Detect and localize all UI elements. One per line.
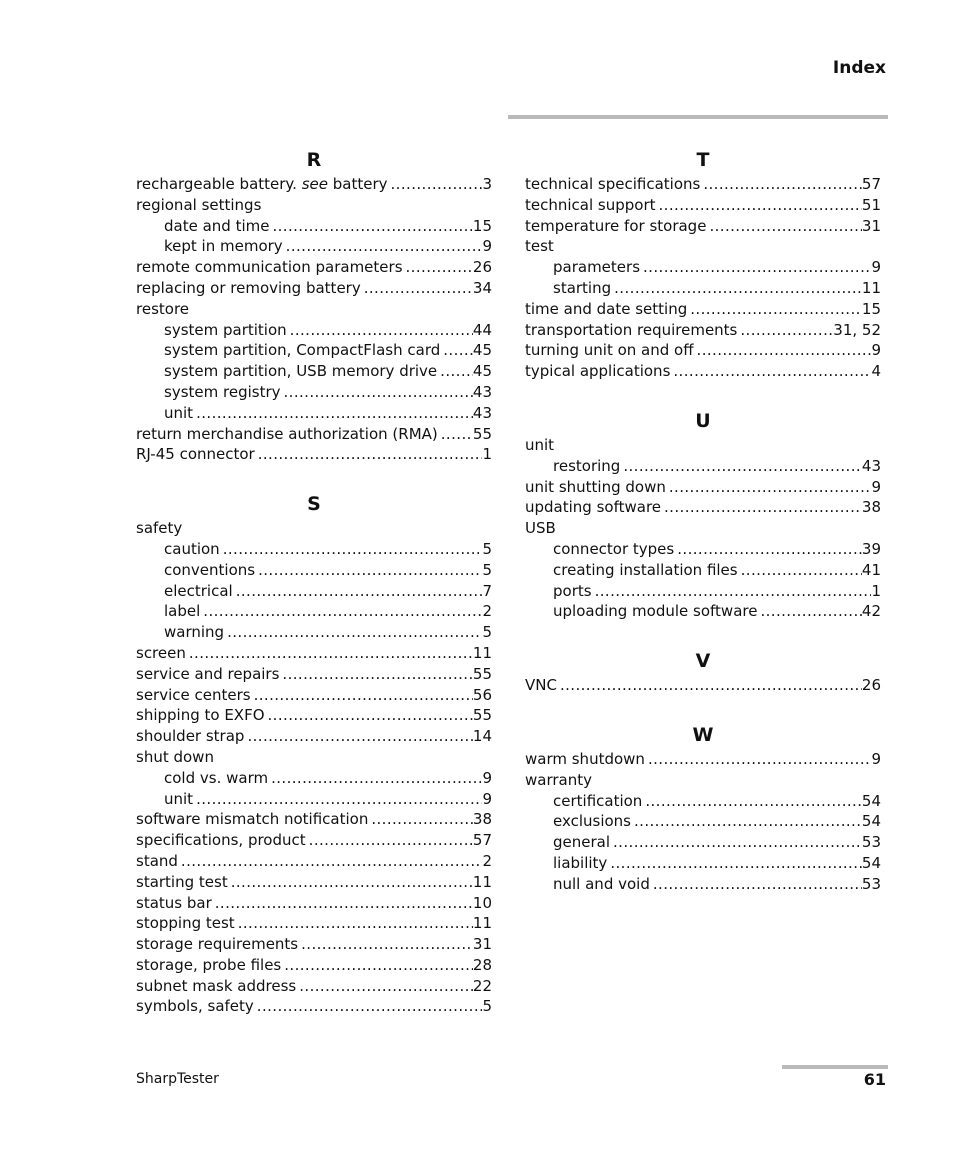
entry-page-number: 14 (472, 727, 492, 746)
index-entry (136, 830, 492, 851)
entry-term: conventions (164, 560, 256, 579)
index-subentry (525, 456, 881, 477)
index-subentry (525, 832, 881, 853)
entry-term: system partition, CompactFlash card (164, 341, 441, 360)
dot-leader (268, 768, 482, 789)
dot-leader (557, 675, 862, 696)
entry-page-number: 57 (861, 175, 881, 193)
entry-term: starting (553, 278, 612, 297)
entry-page-number: 9 (871, 341, 881, 360)
entry-term: status bar (136, 893, 212, 912)
entry-term: screen (136, 643, 186, 662)
entry-page-number: 5 (482, 997, 492, 1016)
dot-leader (255, 444, 483, 465)
index-entry (525, 340, 881, 361)
dot-leader (212, 893, 473, 914)
entry-term (136, 174, 388, 195)
entry-term: storage requirements (136, 935, 299, 954)
dot-leader (607, 853, 862, 874)
entry-page-number: 1 (871, 581, 881, 600)
dot-leader (193, 789, 482, 810)
entry-page-number: 38 (472, 810, 492, 829)
index-entry (525, 497, 881, 518)
entry-page-number: 26 (861, 676, 881, 695)
index-subentry (525, 581, 881, 602)
entry-page-number: 9 (482, 237, 492, 256)
entry-page-number: 55 (472, 706, 492, 725)
index-entry (525, 174, 881, 195)
entry-term: specifications, product (136, 831, 306, 850)
index-subentry (525, 601, 881, 622)
entry-term: electrical (164, 581, 233, 600)
footer-document-name: SharpTester (136, 1071, 219, 1087)
entry-term: time and date setting (525, 299, 688, 318)
index-subentry (525, 874, 881, 895)
entry-page-number: 54 (861, 791, 881, 810)
entry-page-number: 55 (472, 424, 492, 443)
dot-leader (255, 560, 482, 581)
index-section-t (525, 146, 881, 382)
entry-page-number: 4 (871, 362, 881, 381)
dot-leader (738, 560, 862, 581)
entry-page-number: 31, 52 (833, 320, 881, 339)
entry-term: cold vs. warm (164, 768, 269, 787)
dot-leader (687, 299, 862, 320)
entry-page-number: 51 (861, 195, 881, 214)
dot-leader (281, 955, 473, 976)
dot-leader (193, 403, 473, 424)
dot-leader (670, 361, 871, 382)
entry-term: warranty (525, 770, 592, 789)
dot-leader (592, 581, 872, 602)
entry-term: exclusions (553, 812, 631, 831)
index-section-r (136, 146, 492, 465)
entry-term: system partition, USB memory drive (164, 362, 438, 381)
dot-leader (610, 832, 862, 853)
entry-term: storage, probe files (136, 955, 282, 974)
entry-term: subnet mask address (136, 976, 297, 995)
entry-page-number: 11 (472, 872, 492, 891)
dot-leader (674, 539, 862, 560)
index-subentry (136, 539, 492, 560)
entry-page-number: 43 (861, 456, 881, 475)
entry-see-reference: see (301, 175, 328, 193)
dot-leader (306, 830, 473, 851)
entry-term: ports (553, 581, 592, 600)
dot-leader (645, 749, 872, 770)
entry-page-number: 9 (871, 258, 881, 277)
entry-term: general (553, 833, 611, 852)
entry-page-number: 39 (861, 539, 881, 558)
dot-leader (642, 791, 862, 812)
dot-leader (283, 236, 483, 257)
entry-page-number: 31 (861, 216, 881, 235)
entry-term: warm shutdown (525, 749, 645, 768)
index-entry (136, 893, 492, 914)
entry-page-number: 9 (871, 477, 881, 496)
index-entry (525, 749, 881, 770)
entry-term: label (164, 602, 201, 621)
section-letter: S (307, 493, 321, 516)
dot-leader (296, 976, 473, 997)
section-letter: V (695, 650, 711, 673)
entry-term: return merchandise authorization (RMA) (136, 424, 438, 443)
index-entry (525, 236, 881, 257)
dot-leader (269, 216, 472, 237)
index-subentry (136, 622, 492, 643)
entry-term: safety (136, 519, 183, 538)
index-entry (136, 174, 492, 195)
entry-page-number: 7 (482, 581, 492, 600)
index-entry (136, 664, 492, 685)
index-entry (136, 705, 492, 726)
page-header-title: Index (832, 58, 886, 78)
entry-term: turning unit on and off (525, 341, 694, 360)
entry-term: certification (553, 791, 643, 810)
entry-page-number: 15 (861, 299, 881, 318)
index-entry (136, 851, 492, 872)
dot-leader (228, 872, 473, 893)
index-subentry (525, 539, 881, 560)
index-entry (136, 996, 492, 1017)
entry-page-number: 5 (482, 623, 492, 642)
entry-page-number: 54 (861, 853, 881, 872)
index-column-left (136, 146, 492, 1042)
entry-term: shipping to EXFO (136, 706, 265, 725)
dot-leader (200, 601, 482, 622)
entry-term: liability (553, 853, 608, 872)
index-entry (136, 747, 492, 768)
index-entry (136, 913, 492, 934)
entry-page-number: 10 (472, 893, 492, 912)
entry-term: software mismatch notification (136, 810, 369, 829)
index-entry (136, 934, 492, 955)
index-section-w (525, 721, 881, 895)
index-entry (525, 518, 881, 539)
entry-page-number: 53 (861, 833, 881, 852)
dot-leader (640, 257, 871, 278)
entry-term: shut down (136, 747, 214, 766)
entry-page-number: 56 (472, 685, 492, 704)
entry-term: replacing or removing battery (136, 278, 361, 297)
entry-page-number: 42 (861, 602, 881, 621)
entry-page-number: 11 (861, 278, 881, 297)
entry-term: null and void (553, 874, 650, 893)
index-entry (136, 976, 492, 997)
entry-page-number: 57 (472, 831, 492, 850)
entry-page-number: 45 (472, 362, 492, 381)
index-section-s (136, 490, 492, 1017)
index-entry (136, 809, 492, 830)
section-letter: U (695, 409, 711, 432)
entry-page-number: 11 (472, 914, 492, 933)
dot-leader (265, 705, 473, 726)
dot-leader (254, 996, 483, 1017)
entry-page-number: 43 (472, 403, 492, 422)
index-entry (525, 361, 881, 382)
entry-page-number: 1 (482, 445, 492, 464)
index-entry (136, 518, 492, 539)
index-column-right (525, 146, 881, 920)
dot-leader (757, 601, 861, 622)
dot-leader (666, 477, 872, 498)
entry-page-number: 41 (861, 560, 881, 579)
index-subentry (136, 361, 492, 382)
index-entry (136, 278, 492, 299)
entry-term: updating software (525, 498, 662, 517)
entry-term: temperature for storage (525, 216, 707, 235)
entry-page-number: 31 (472, 935, 492, 954)
entry-page-number: 54 (861, 812, 881, 831)
entry-term: starting test (136, 872, 228, 891)
dot-leader (279, 664, 472, 685)
dot-leader (281, 382, 473, 403)
entry-term: unit (164, 403, 194, 422)
entry-term: USB (525, 519, 556, 538)
entry-term: service and repairs (136, 664, 280, 683)
index-subentry (136, 403, 492, 424)
entry-term: connector types (553, 539, 675, 558)
index-subentry (136, 789, 492, 810)
entry-page-number: 55 (472, 664, 492, 683)
index-entry (525, 320, 881, 341)
index-subentry (525, 278, 881, 299)
entry-term: technical support (525, 195, 656, 214)
index-section-u (525, 407, 881, 622)
entry-page-number: 26 (472, 258, 492, 277)
dot-leader (298, 934, 473, 955)
entry-page-number: 28 (472, 955, 492, 974)
entry-page-number: 9 (871, 749, 881, 768)
entry-term: stopping test (136, 914, 235, 933)
dot-leader (737, 320, 833, 341)
dot-leader (611, 278, 862, 299)
entry-term: kept in memory (164, 237, 283, 256)
index-subentry (136, 581, 492, 602)
entry-term: regional settings (136, 195, 262, 214)
dot-leader (403, 257, 473, 278)
entry-page-number: 22 (472, 976, 492, 995)
entry-term-part: rechargeable battery. (136, 175, 302, 193)
entry-term: unit (525, 435, 555, 454)
entry-term: caution (164, 539, 220, 558)
index-subentry (136, 320, 492, 341)
entry-term: unit (164, 789, 194, 808)
index-entry (136, 955, 492, 976)
index-subentry (136, 382, 492, 403)
dot-leader (694, 340, 872, 361)
entry-term: service centers (136, 685, 251, 704)
dot-leader (706, 216, 861, 237)
dot-leader (437, 361, 473, 382)
index-entry (525, 216, 881, 237)
dot-leader (661, 497, 862, 518)
entry-term: date and time (164, 216, 270, 235)
dot-leader (224, 622, 482, 643)
footer-rule (782, 1065, 888, 1069)
entry-term: VNC (525, 676, 557, 695)
dot-leader (251, 685, 473, 706)
entry-term: creating installation files (553, 560, 738, 579)
entry-term: restore (136, 299, 190, 318)
entry-page-number: 15 (472, 216, 492, 235)
section-letter: R (306, 149, 322, 171)
dot-leader (631, 811, 862, 832)
index-entry (525, 435, 881, 456)
index-subentry (136, 236, 492, 257)
entry-term: warning (164, 623, 225, 642)
entry-page-number: 2 (482, 851, 492, 870)
dot-leader (287, 320, 473, 341)
entry-page-number: 44 (472, 320, 492, 339)
entry-term: shoulder strap (136, 727, 245, 746)
index-entry (525, 195, 881, 216)
footer-page-number: 61 (863, 1070, 886, 1089)
dot-leader (361, 278, 473, 299)
entry-page-number: 2 (482, 602, 492, 621)
entry-page-number: 3 (482, 175, 492, 193)
index-entry (525, 675, 881, 696)
section-letter: W (692, 723, 714, 746)
dot-leader (368, 809, 473, 830)
index-entry (136, 424, 492, 445)
index-entry (525, 770, 881, 791)
entry-term-part: battery (327, 175, 388, 193)
section-letter: T (696, 149, 710, 171)
index-subentry (136, 340, 492, 361)
dot-leader (620, 456, 862, 477)
entry-page-number: 38 (861, 498, 881, 517)
entry-page-number: 43 (472, 382, 492, 401)
entry-page-number: 5 (482, 539, 492, 558)
entry-term: technical specifications (525, 175, 701, 193)
dot-leader (700, 174, 862, 195)
index-section-v (525, 647, 881, 696)
index-subentry (525, 257, 881, 278)
entry-term: typical applications (525, 362, 671, 381)
header-rule (508, 115, 888, 119)
index-entry (136, 444, 492, 465)
index-subentry (136, 560, 492, 581)
index-subentry (136, 601, 492, 622)
entry-term: remote communication parameters (136, 258, 403, 277)
entry-term: transportation requirements (525, 320, 738, 339)
index-entry (136, 195, 492, 216)
index-entry (136, 257, 492, 278)
index-subentry (525, 853, 881, 874)
dot-leader (233, 581, 483, 602)
entry-term: RJ-45 connector (136, 445, 255, 464)
index-subentry (525, 560, 881, 581)
entry-term: symbols, safety (136, 997, 254, 1016)
entry-term: test (525, 237, 554, 256)
index-subentry (525, 811, 881, 832)
dot-leader (178, 851, 483, 872)
index-entry (136, 685, 492, 706)
entry-page-number: 45 (472, 341, 492, 360)
entry-page-number: 34 (472, 278, 492, 297)
index-entry (136, 726, 492, 747)
dot-leader (244, 726, 472, 747)
index-entry (136, 872, 492, 893)
dot-leader (438, 424, 473, 445)
index-entry (525, 477, 881, 498)
index-entry (525, 299, 881, 320)
entry-term: parameters (553, 258, 641, 277)
entry-term: restoring (553, 456, 621, 475)
dot-leader (650, 874, 862, 895)
entry-page-number: 9 (482, 768, 492, 787)
dot-leader (220, 539, 483, 560)
entry-page-number: 11 (472, 643, 492, 662)
index-subentry (136, 768, 492, 789)
index-entry (136, 299, 492, 320)
index-entry (136, 643, 492, 664)
entry-page-number: 53 (861, 874, 881, 893)
index-subentry (525, 791, 881, 812)
entry-page-number: 5 (482, 560, 492, 579)
entry-term: system registry (164, 382, 281, 401)
dot-leader (656, 195, 862, 216)
dot-leader (440, 340, 473, 361)
dot-leader (388, 174, 483, 195)
entry-page-number: 9 (482, 789, 492, 808)
index-subentry (136, 216, 492, 237)
dot-leader (186, 643, 473, 664)
entry-term: uploading module software (553, 602, 758, 621)
entry-term: unit shutting down (525, 477, 666, 496)
dot-leader (235, 913, 473, 934)
entry-term: stand (136, 851, 178, 870)
entry-term: system partition (164, 320, 287, 339)
